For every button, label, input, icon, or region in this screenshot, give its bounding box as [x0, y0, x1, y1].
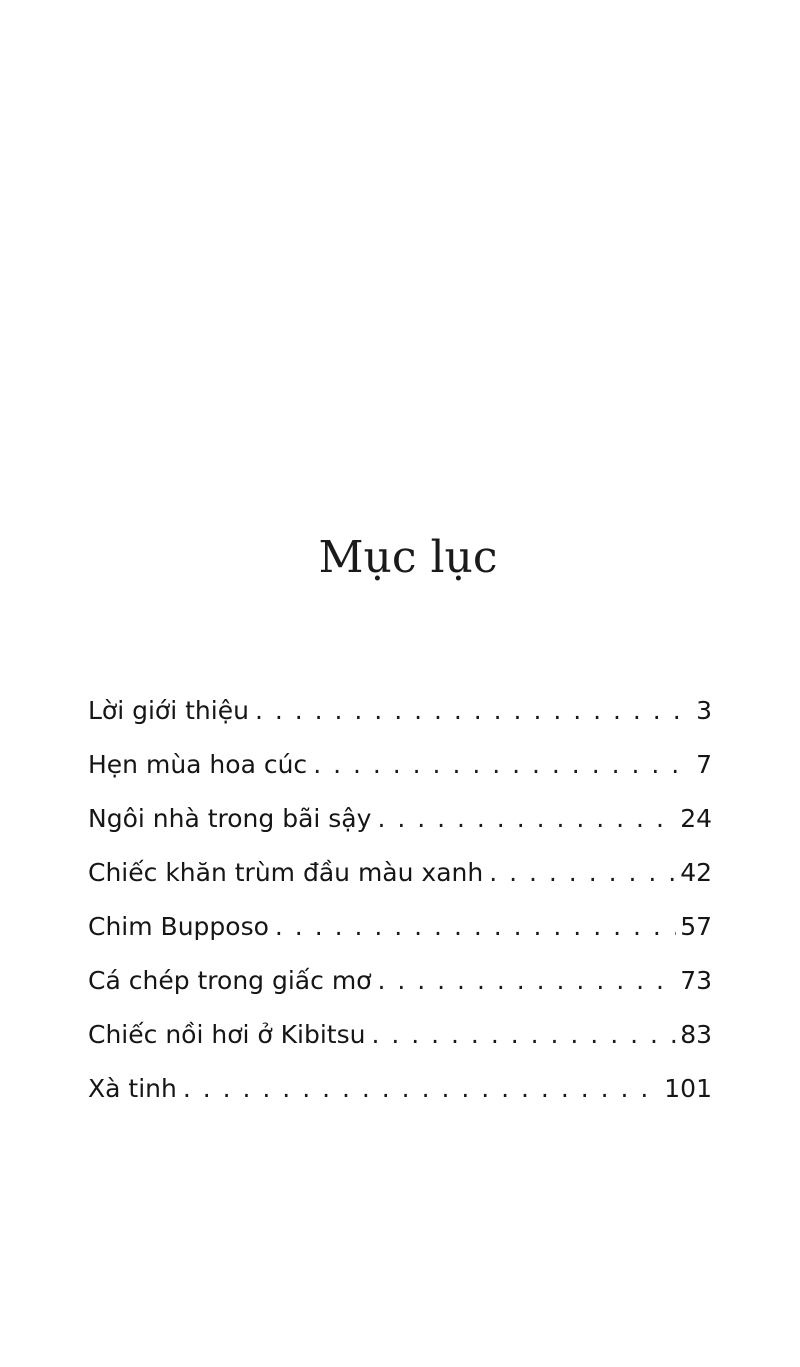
toc-entry [88, 738, 712, 792]
toc-entry-page: 24 [680, 804, 712, 833]
toc-entry-title: Cá chép trong giấc mơ [88, 966, 372, 995]
toc-entry-title: Chiếc nồi hơi ở Kibitsu [88, 1020, 366, 1049]
toc-entry-title: Ngôi nhà trong bãi sậy [88, 804, 372, 833]
page-title: Mục lục [318, 532, 498, 583]
toc-entry [88, 792, 712, 846]
toc-entry-title: Xà tinh [88, 1074, 177, 1103]
toc-entry [88, 684, 712, 738]
toc-entry [88, 1062, 712, 1116]
toc-entry-page: 83 [680, 1020, 712, 1049]
toc-entry [88, 900, 712, 954]
dot-leader [255, 684, 692, 738]
toc-entry-title: Chim Bupposo [88, 912, 269, 941]
toc-entry-page: 57 [680, 912, 712, 941]
dot-leader [275, 900, 676, 954]
dot-leader [377, 792, 676, 846]
dot-leader [183, 1062, 660, 1116]
toc-entry-page: 3 [696, 696, 712, 725]
toc-entry [88, 1008, 712, 1062]
toc-entry-page: 42 [680, 858, 712, 887]
toc-entry-title: Hẹn mùa hoa cúc [88, 750, 308, 779]
toc-entry-page: 7 [696, 750, 712, 779]
dot-leader [313, 738, 692, 792]
table-of-contents [88, 684, 712, 1116]
dot-leader [371, 1008, 676, 1062]
toc-entry [88, 846, 712, 900]
toc-entry-page: 73 [680, 966, 712, 995]
toc-entry [88, 954, 712, 1008]
dot-leader [377, 954, 676, 1008]
toc-entry-title: Lời giới thiệu [88, 696, 249, 725]
dot-leader [489, 846, 676, 900]
toc-entry-page: 101 [664, 1074, 712, 1103]
toc-entry-title: Chiếc khăn trùm đầu màu xanh [88, 858, 484, 887]
